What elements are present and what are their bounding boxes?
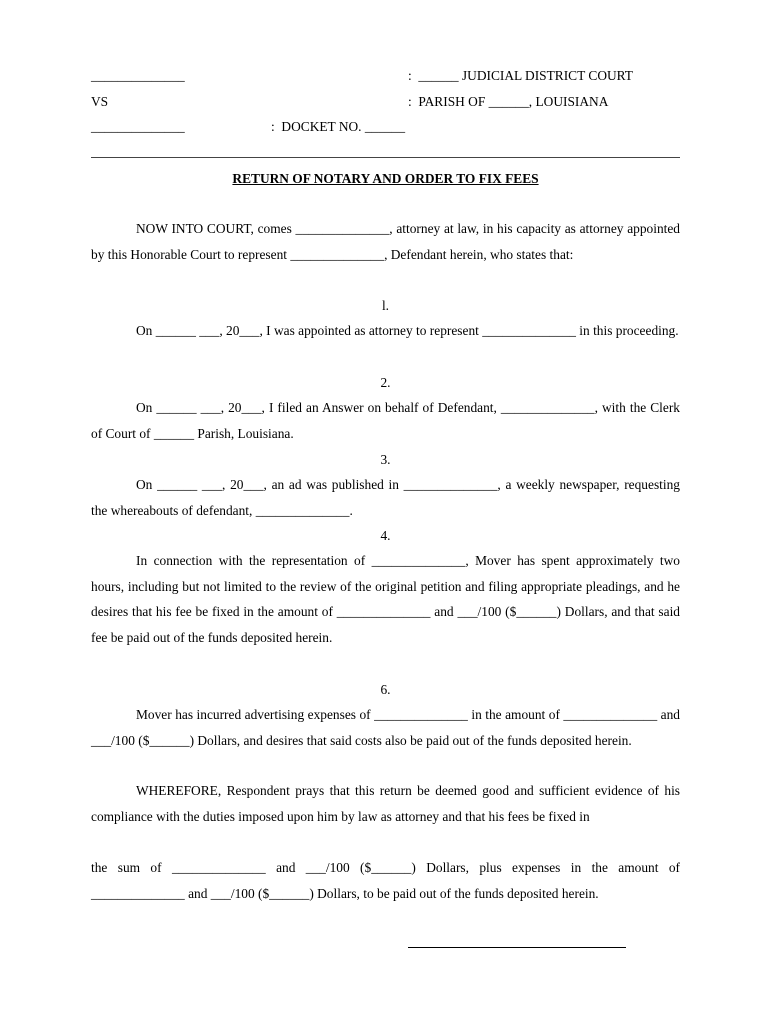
document-title: RETURN OF NOTARY AND ORDER TO FIX FEES — [232, 171, 539, 186]
caption-plaintiff-blank: ______________ — [91, 68, 185, 83]
caption-defendant-blank: ______________ — [91, 119, 185, 134]
section-paragraph: On ______ ___, 20___, an ad was published in ______________, a weekly newspaper, requesting the whereabouts of defendant, ______________. — [91, 477, 680, 518]
section-paragraph: On ______ ___, 20___, I was appointed as attorney to represent ______________ in this proceeding. — [136, 323, 679, 338]
section-paragraph: Mover has incurred advertising expenses of ______________ in the amount of ______________ and ___/100 ($______) Dollars, and desires that said costs also be paid out of the funds deposited herein. — [91, 707, 680, 748]
signature-line — [408, 947, 626, 948]
intro-paragraph: NOW INTO COURT, comes ______________, attorney at law, in his capacity as attorney appointed by this Honorable Court to represent ______________, Defendant herein, who states that: — [91, 221, 680, 262]
section-paragraph: On ______ ___, 20___, I filed an Answer on behalf of Defendant, ______________, with the Clerk of Court of ______ Parish, Louisiana. — [91, 400, 680, 441]
caption-parish-line: : PARISH OF ______, LOUISIANA — [408, 94, 609, 109]
section-number: 4. — [380, 528, 391, 543]
section-number: 2. — [380, 375, 391, 390]
wherefore-paragraph: WHEREFORE, Respondent prays that this return be deemed good and sufficient evidence of his compliance with the duties imposed upon him by law as attorney and that his fees be fixed in — [91, 783, 680, 824]
section-number: 6. — [380, 682, 391, 697]
caption-vs: VS — [91, 94, 109, 109]
section-number: l. — [381, 298, 390, 313]
caption-court-line: : ______ JUDICIAL DISTRICT COURT — [408, 68, 633, 83]
caption-docket-line: : DOCKET NO. ______ — [271, 119, 406, 134]
sum-clause-paragraph: the sum of ______________ and ___/100 ($______) Dollars, plus expenses in the amount of ______________ and ___/100 ($______) Dollars, to be paid out of the funds deposited herein. — [91, 860, 680, 901]
section-number: 3. — [380, 452, 391, 467]
caption-divider — [91, 157, 680, 158]
section-paragraph: In connection with the representation of ______________, Mover has spent approximately two hours, including but not limited to the review of the original petition and filing appropriate pleadings, and he desires that his fee be fixed in the amount of ______________ and ___/100 ($______) Dollars, and that said fee be paid out of the funds deposited herein. — [91, 553, 680, 645]
